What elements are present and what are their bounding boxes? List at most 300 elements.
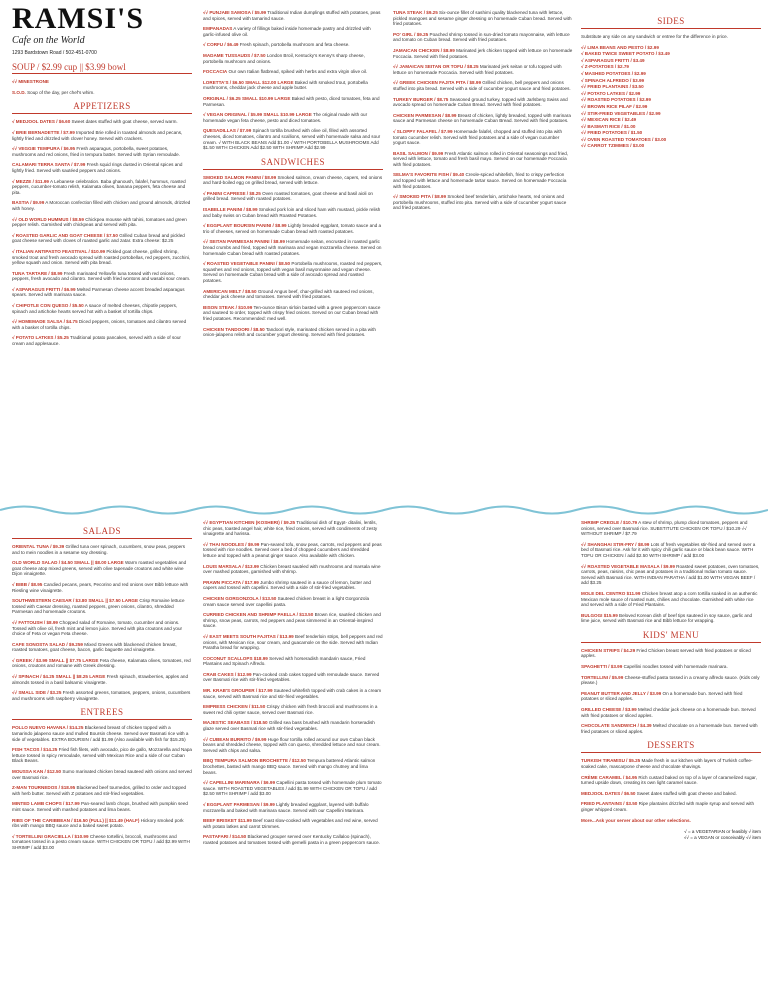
- item-name: √ BRIE BERNADETTE / $7.99: [12, 130, 75, 135]
- item-name: ORIENTAL TUNA / $9.39: [12, 543, 65, 549]
- item-name: √√ MINESTRONE: [12, 79, 49, 85]
- menu-item: [203, 80, 383, 91]
- side-item: √√ CARROT TZIMMES / $3.00: [581, 143, 645, 149]
- item-description: Homemade falafel, chopped and stuffed into pita with tomato cucumber relish. Served with fried potatoes and a side of vegan cucumber yogurt sauce.: [393, 128, 563, 146]
- menu-item: [203, 112, 383, 123]
- item-name: SPAGHETTI / $3.99: [581, 664, 623, 670]
- menu-item: [12, 690, 192, 701]
- kids-heading: KIDS' MENU: [581, 630, 761, 643]
- menu-item: [12, 818, 192, 829]
- item-description: On a homemade bun. Served with fried potatoes or sliced apples.: [581, 690, 743, 702]
- item-name: MAJESTIC SEABASS / $18.50: [203, 720, 268, 726]
- menu-item: [12, 582, 192, 593]
- item-description: Six-ounce fillet of sashimi quality blackened tuna with lettuce, pickled mangoes and sesame ginger dressing on homemade Cuban bread. Served with fried potatoes.: [393, 10, 572, 27]
- desserts-list: [581, 758, 761, 823]
- side-item: √ BAKED TWICE SWEET POTATO / $3.49: [581, 51, 670, 57]
- salads-list: [12, 544, 192, 701]
- item-description: Marinated jerk seitan or tofu topped with lettuce on homemade Foccacia. Served with fried potatoes.: [393, 64, 562, 75]
- menu-item: [12, 725, 192, 742]
- item-description: Hickory smoked pork ribs with mango BBQ sauce and a baked sweet potato.: [12, 817, 184, 829]
- menu-item: [203, 564, 383, 575]
- item-name: CURRIED CHICKEN AND SHRIMP PAELLA / $13.50: [203, 612, 314, 618]
- menu-item: [203, 128, 383, 150]
- item-description: Chickpea mousse with tahini, tomatoes and green pepper relish. Garnished with chickpeas and served with pita.: [12, 216, 187, 228]
- item-name: √ EGGPLANT BOURSIN PANINI / $8.99: [203, 223, 287, 229]
- item-description: Portobella mushrooms, roasted red peppers, squashes and red onions, topped with vegan basil mayonnaise and vegan cheese. Served on homemade Cuban bread with a side of avocado spread and roasted potatoes.: [203, 261, 383, 283]
- item-description: A stew of shrimp, plump diced tomatoes, peppers and onions, served over Basmati rice. SUBSTITUTE CHICKEN OR TOFU / $10.29 √√ WITHOUT SHRIMP / $7.79: [581, 520, 748, 537]
- item-description: Sweet dates stuffed with goat cheese and baked.: [636, 790, 737, 796]
- address: 1293 Bardstown Road / 502-451-0700: [12, 50, 97, 57]
- menu-item: [12, 769, 192, 780]
- item-description: Soup of the day, per chef's whim.: [27, 89, 95, 95]
- divider-wave: [0, 503, 768, 517]
- sandwiches-list: [203, 175, 383, 338]
- item-description: Oven roasted tomatoes, goat cheese and basil aioli on grilled bread. Served with roasted potatoes.: [203, 190, 373, 202]
- menu-item: [203, 818, 383, 829]
- item-description: Made fresh in our kitchen with layers of Turkish coffee-soaked cake, mascarpone cheese and chocolate shavings.: [581, 758, 753, 769]
- item-name: FISH TACOS / $14.25: [12, 747, 58, 753]
- item-name: FOCCACIA: [203, 69, 228, 75]
- menu-item: [203, 42, 383, 48]
- menu-item: [581, 723, 761, 734]
- item-name: S.O.D.: [12, 89, 26, 95]
- item-name: √ MEDJOOL DATES / $6.60: [12, 119, 71, 125]
- menu-item: [393, 10, 573, 27]
- item-name: LORETTA'S / $6.50 SMALL $12.00 LARGE: [203, 79, 294, 85]
- menu-item: [203, 207, 383, 218]
- menu-item: [203, 191, 383, 202]
- menu-item: [203, 261, 383, 283]
- entrees-list-1: [12, 725, 192, 850]
- item-description: Fried fish filets, with avocado, pico de gallo, Mozzarella and Napa lettuce tossed in spicy remoulade, served with Mexican Rice and a side of our Cuban Black Beans.: [12, 747, 192, 764]
- menu-item: [393, 129, 573, 146]
- side-item: √√ BASMATI RICE / $1.00: [581, 123, 636, 129]
- soup-list: [12, 79, 192, 95]
- item-description: Smoked beef tenderloin, artichoke hearts, red onions and portobella mushrooms, stuffed into pita. Served with a side of cucumber yogurt sauce and fried potatoes.: [393, 194, 567, 211]
- menu-item: [203, 720, 383, 731]
- menu-item: [12, 560, 192, 577]
- item-name: PO' GIRL / $9.25: [393, 31, 429, 37]
- item-name: √ VEGAN ORIGINAL / $5.99 SMALL $10.99 LARGE: [203, 112, 312, 118]
- item-description: Chicken breast atop a corn tortilla soaked in an authentic Mexican mole sauce of roasted nuts, chilies and chocolate. Garnished with white rice and served with a side of Fried Plantains.: [581, 590, 758, 608]
- item-name: SMOKED SALMON PANINI / $8.99: [203, 174, 277, 180]
- menu-item: [12, 287, 192, 298]
- item-description: Cheese tortellini, broccoli, mushrooms and tomatoes tossed in a pesto cream sauce. WITH CHICKEN OR TOFU / add $2.99 WITH SHRIMP / add $3.00: [12, 833, 190, 850]
- menu-item: [203, 672, 383, 683]
- item-description: Lightly breaded eggplant, layered with buffalo mozzarella and baked with marinara sauce. Served with our Capellini Marinara.: [203, 801, 369, 813]
- item-name: √√ CAPELLINI MARINARA / $6.99: [203, 780, 276, 786]
- menu-item: [203, 596, 383, 607]
- menu-item: [12, 674, 192, 685]
- item-description: Blackened breast of chicken topped with a tamarindo jalapeno sauce and mulled Boursin cheese. Served over Basmati rice with a side of vegetables. EXTRA BOURSIN / add $1.99 (Also available with fish for $15.25): [12, 725, 189, 742]
- menu-item: [12, 801, 192, 812]
- item-description: Fried Chicken breast served with fried potatoes or sliced apples.: [581, 647, 751, 659]
- item-name: More...Ask your server about our other selections.: [581, 817, 691, 823]
- menu-item: [203, 520, 383, 537]
- item-description: Melted cheddar jack cheese on a homemade bun. Served with fried potatoes or sliced apples.: [581, 707, 756, 718]
- menu-item: [393, 113, 573, 124]
- menu-item: [203, 634, 383, 651]
- menu-item: [581, 520, 761, 537]
- item-name: CALAMARI TERRA SANTA / $7.99: [12, 162, 86, 168]
- menu-item: [12, 179, 192, 196]
- item-description: Melted Parmesan cheese accent breaded asparagus spears. Served with marinara sauce.: [12, 286, 185, 298]
- item-description: Imported Brie rolled in toasted almonds and pecans, lightly fried and drizzled with clover honey. Served with crackers.: [12, 130, 183, 141]
- menu-item: [12, 620, 192, 637]
- item-name: √ EGGPLANT PARMESAN / $9.99: [203, 801, 275, 807]
- item-name: SELMA'S FAVORITE FISH / $9.40: [393, 172, 465, 178]
- item-description: Crisp Romaine lettuce tossed with Caesar dressing, roasted peppers, green onions, cilantro, shredded Parmesan and homemade croutons.: [12, 598, 185, 615]
- item-name: SHRIMP CREOLE / $10.79: [581, 520, 638, 525]
- item-name: MINTED LAMB CHOPS / $17.99: [12, 801, 80, 807]
- item-description: Melted chocolate on a homemade bun. Served with fried potatoes or sliced apples.: [581, 723, 758, 734]
- item-name: CHICKEN STRIPS / $4.29: [581, 647, 636, 653]
- menu-item: [581, 564, 761, 586]
- item-description: The original made with our homemade vegan feta cheese, pesto and diced tomatoes.: [203, 112, 368, 123]
- item-name: COCONUT SCALLOPS $18.99: [203, 655, 268, 661]
- menu-item: [203, 580, 383, 591]
- item-description: Pan-seared tofu, snow peas, carrots, red peppers and peas tossed with rice noodles. Served over a bed of chopped cucumbers and shredded lettuce and topped with a peanut ginger sauce. Also available with chicken.: [203, 541, 382, 558]
- logo: RAMSI'S: [12, 2, 145, 35]
- side-item: √ Z-POTATOES / $2.79: [581, 64, 629, 70]
- menu-item: [12, 319, 192, 330]
- item-description: Baked with smoked trout, portobella mushrooms, cheddar jack cheese and apple butter.: [203, 79, 368, 91]
- item-description: Smoked pork loin and sliced ham with mustard, pickle relish and baby swiss on Cuban bread with Roasted Potatoes.: [203, 207, 381, 218]
- column-1-lower: [12, 520, 192, 856]
- item-description: Grilled tuna over spinach, cucumbers, snow peas, peppers and to mein noodles in a sesame soy dressing.: [12, 543, 186, 555]
- item-name: √ SLOPPY FALAFEL / $7.99: [393, 128, 453, 134]
- item-name: √√ GREEK CHICKEN FAJITA PITA / $8.99: [393, 80, 481, 86]
- item-name: CHICKEN PARMESAN / $8.99: [393, 112, 457, 118]
- item-name: MOUSSA KAN / $12.50: [12, 768, 62, 774]
- item-name: ISABELLE PANINI / $8.99: [203, 207, 258, 213]
- menu-item: [12, 834, 192, 851]
- item-description: Pan-cooked crab cakes topped with remoulade sauce. Served over Basmati rice with stir-fried vegetables.: [203, 671, 380, 683]
- item-description: Grilled Cuban bread and pickled goat cheese served with cloves of roasted garlic and zatar. Extra cheese: $2.25: [12, 232, 185, 244]
- menu-item: [203, 656, 383, 667]
- menu-item: [203, 69, 383, 75]
- item-description: Fresh squid rings dusted in Oriental spices and lightly fried. Served with sautéed peppers and onions.: [12, 162, 183, 173]
- side-item: √√ MEXICAN RICE / $2.49: [581, 117, 637, 123]
- item-name: QUESADILLAS / $7.99: [203, 128, 252, 134]
- menu-item: [12, 303, 192, 314]
- item-name: TURKISH TIRAMISU / $5.25: [581, 758, 641, 764]
- item-name: √√ EGYPTIAN KITCHEN (KOSHERI) / $9.25: [203, 520, 296, 525]
- item-description: Rich custard baked on top of a layer of caramelized sugar, turned upside down, creating its own light caramel sauce.: [581, 774, 757, 786]
- menu-item: [12, 642, 192, 653]
- menu-item: [581, 675, 761, 686]
- entrees-list-2: [203, 520, 383, 846]
- menu-item: [203, 289, 383, 300]
- side-item: √√ BROWN RICE PILAF / $2.99: [581, 103, 648, 109]
- item-name: OLD WORLD SALAD / $4.50 SMALL || $8.00 LARGE: [12, 560, 124, 566]
- item-name: √√ PUNJABI SAMOSA / $5.99: [203, 10, 267, 15]
- item-description: Beef roast slow-cooked with vegetables and red wine, served with potato latkes and carrot tzimmes.: [203, 818, 378, 829]
- item-name: √ POTATO LATKES / $5.25: [12, 335, 69, 341]
- legend-line: √√ = a VEGAN or conceivably √√ item: [683, 834, 761, 840]
- side-item: √√ STIR-FRIED VEGETABLES / $2.99: [581, 110, 661, 116]
- item-description: Cheese-stuffed pasta tossed in a creamy alfredo sauce. (Kids only please.): [581, 674, 760, 686]
- column-3: [393, 10, 573, 216]
- item-name: EMPANADAS: [203, 26, 233, 32]
- menu-item: [393, 80, 573, 91]
- legend-line: √ = a VEGETARIAN or feasibly √ item: [684, 829, 761, 835]
- sides-list: [581, 45, 761, 150]
- side-item: √√ LIMA BEANS AND PESTO / $2.99: [581, 44, 659, 50]
- item-name: MOLE DEL CENTRO $11.99: [581, 590, 641, 596]
- sandwiches-list-2: [393, 10, 573, 211]
- item-description: Marinated jerk chicken topped with lettuce on homemade Foccacia. Served with fried potatoes.: [393, 47, 573, 59]
- menu-item: [203, 26, 383, 37]
- item-description: Sauteed whitefish topped with crab cakes in a cream sauce, served with Basmati rice and stir-fried vegetables.: [203, 688, 382, 699]
- menu-item: [203, 612, 383, 629]
- item-description: Sweet dates stuffed with goat cheese, served warm.: [71, 119, 178, 125]
- menu-item: [203, 704, 383, 715]
- appetizers-list: [12, 119, 192, 346]
- menu-item: [203, 10, 383, 21]
- menu-item: [203, 53, 383, 64]
- item-description: Homemade seitan, encrusted in roasted garlic bread crumbs and fried, topped with marinara and vegan mozzarella cheese. Served on homemade Cuban bread with roasted potatoes.: [203, 239, 382, 256]
- menu-item: [203, 688, 383, 699]
- item-name: RIBS OF THE CARIBBEAN / $16.50 (FULL) || $11.49 (HALF): [12, 817, 140, 823]
- item-name: √ MEZZE / $11.99: [12, 178, 49, 184]
- item-name: SOUTHWESTERN CAESAR / $3.80 SMALL || $7.50 LARGE: [12, 598, 139, 604]
- item-name: JAMAICAN CHICKEN / $8.99: [393, 47, 455, 53]
- menu-item: [12, 249, 192, 266]
- item-name: √√ SPINACH / $4.25 SMALL || $8.25 LARGE: [12, 674, 106, 680]
- item-name: AMERICAN MELT / $8.50: [203, 288, 257, 294]
- item-description: London Broil, Kentucky's Kenny's sharp cheese, portobella mushroom and onions.: [203, 52, 365, 64]
- menu-item: [12, 271, 192, 282]
- item-name: √ GREEK / $3.99 SMALL || $7.75 LARGE: [12, 657, 99, 663]
- item-name: MEDJOOL DATES / $6.50: [581, 790, 636, 796]
- item-name: √√ FATTOUSH / $8.99: [12, 619, 58, 625]
- item-name: MR. KRAB'S GROUPER / $17.99: [203, 688, 273, 694]
- item-description: Ripe plantains drizzled with maple syrup and served with ginger whipped cream.: [581, 801, 755, 812]
- item-description: Creole-spiced whitefish, fried to crispy perfection and topped with lettuce and homemade tartar sauce. Served on homemade Foccacia with fried potatoes.: [393, 172, 567, 189]
- item-name: √ CHIPOTLE CON QUESO / $5.50: [12, 303, 84, 309]
- item-description: Fresh assorted greens, tomatoes, peppers, onions, cucumbers and mushrooms with raspberry vinaigrette.: [12, 690, 191, 701]
- item-name: √√ OLD WORLD HUMMUS / $8.59: [12, 216, 84, 222]
- menu-item: [581, 613, 761, 624]
- item-name: √√ THAI NOODLES / $9.99: [203, 541, 260, 547]
- item-name: CRAB CAKES / $12.99: [203, 671, 252, 677]
- menu-item: [12, 658, 192, 669]
- item-description: Huge flour tortilla rolled around our own Cuban black beans and shredded cheese, topped with con queso, shredded lettuce and sour cream. Served with chips and salsa.: [203, 736, 381, 753]
- foccacia-list: [203, 10, 383, 151]
- menu-item: [581, 591, 761, 608]
- item-name: GRILLED CHEESE / $3.99: [581, 707, 637, 713]
- item-description: Sauteed chicken breast in a light Gorgonzola cream sauce served over capellini pasta.: [203, 595, 370, 607]
- item-description: Tempura battered Atlantic salmon brochettes, basted with mango BBQ sauce. Served with mango chutney and lima beans.: [203, 758, 376, 775]
- item-description: Pan-seared lamb chops, brushed with pumpkin seed mint sauce. Served with mashed potatoes and lima beans.: [12, 801, 188, 812]
- item-name: LOUIS MARSALA / $13.99: [203, 563, 259, 569]
- item-description: Sumo marinated chicken bread sauteed with onions and served over Basmati rice.: [12, 768, 192, 780]
- item-description: Lots of fresh vegetables stir-fried and served over a bed of Basmati rice. Ask for it with spicy chili garlic sauce or black bean sauce. WITH TOFU OR CHICKEN / add $2.50 WITH SHRIMP / add $3.00: [581, 541, 756, 558]
- menu-item: [203, 737, 383, 754]
- item-name: √√ EAST MEETS SOUTH FAJITAS / $13.99: [203, 633, 294, 639]
- kids-list: [581, 648, 761, 735]
- menu-item: [12, 146, 192, 157]
- menu-item: [581, 758, 761, 769]
- item-name: FRIED PLANTAINS / $3.50: [581, 801, 638, 807]
- item-description: Pickled goat cheese, grilled shrimp, smoked trout and fresh avocado spread with roasted portobellas, red peppers, zucchini, yellow squash and onion. Served with pita bread.: [12, 248, 191, 266]
- menu-item: [203, 223, 383, 234]
- item-name: √√ SEITAN PARMESAN PANINI / $8.99: [203, 239, 285, 245]
- item-name: PASTAFARI / $14.50: [203, 834, 247, 840]
- item-description: Roasted sweet potatoes, oven tomatoes, carrots, peas, raisins, chic peas and potatoes in a traditional Indian tomato sauce. Served with Basmati rice. WITH INDIAN PARATHA / add $1.00 WITH VEGAN BEEF / add $3.25: [581, 563, 760, 586]
- item-description: Blackened grouper served over Kentucky Callaloo (spinach), roasted potatoes and tomatoes tossed with gemelli pasta in a green peppercorn sauce.: [203, 834, 380, 845]
- item-description: Brown rice, sautéed chicken and shrimp, snow peas, carrots, red peppers and peas simmered in an Oriental-inspired sauce.: [203, 612, 381, 629]
- item-description: Traditional dish of Egypt- ditalini, lentils, chic peas, toasted angel hair, white rice, fried onions, served with condiments of zesty vinaigrette and harissa.: [203, 520, 378, 537]
- sides-heading: SIDES: [581, 16, 761, 29]
- menu-item: [12, 233, 192, 244]
- item-name: BULGOGI $15.99: [581, 612, 618, 618]
- item-description: A Lebanese celebration. Baba ghanoush, falafel, hummus, roasted peppers, cucumber-tomato relish, Kalamata olives, banana peppers, feta cheese and pita.: [12, 178, 186, 195]
- item-name: PEANUT BUTTER AND JELLY / $3.99: [581, 690, 662, 696]
- item-name: √ BIBB / $8.95: [12, 581, 43, 587]
- item-name: √√ HOMEMADE SALSA / $4.75: [12, 319, 78, 325]
- menu-item: [12, 785, 192, 796]
- item-description: Poached shrimp tossed in sun-dried tomato mayonnaise, with lettuce and tomato on Cuban bread. Served with fried potatoes.: [393, 31, 570, 43]
- item-description: Served with horseradish mandarin sauce, Fried Plantains and Spinach Alfredo.: [203, 655, 366, 667]
- menu-item: [581, 801, 761, 812]
- item-name: BASIL SALMON / $9.99: [393, 150, 444, 156]
- menu-item: [203, 542, 383, 559]
- item-name: √ CORFU / $6.49: [203, 42, 239, 48]
- item-description: Baked with pesto, diced tomatoes, feta and Parmesan.: [203, 95, 380, 107]
- item-description: Grilled sea bass brushed with mandarin horseradish glaze served over Basmati rice with stir-fried vegetables.: [203, 720, 375, 732]
- menu-item: [581, 664, 761, 670]
- item-name: CHOCOLATE SANDWICH / $4.39: [581, 723, 652, 729]
- item-name: √√ SMALL SIDE / $3.25: [12, 690, 62, 696]
- menu-item: [12, 119, 192, 125]
- item-name: √ ASPARAGUS FRITTI / $6.99: [12, 286, 76, 292]
- menu-item: [393, 48, 573, 59]
- item-description: Jumbo shrimp sauteed in a sauce of lemon, butter and capers and tossed with capellini. Served with a side of stir-fried vegetables.: [203, 579, 371, 591]
- desserts-heading: DESSERTS: [581, 740, 761, 753]
- item-description: Ten-ounce Bison sirloin basted with a green peppercorn sauce and sauteed to order, topped with crispy fried onions. Served on our Cuban bread with fried potatoes. Recommended: med well.: [203, 304, 381, 321]
- item-description: Fresh spinach, strawberries, apples and almonds tossed in a basil balsamic vinaigrette.: [12, 674, 189, 685]
- item-name: √√ SMOKED PITA / $8.99: [393, 194, 447, 200]
- item-description: Chicken breast sautéed with mushrooms and marsala wine over mashed potatoes, garnished with shrimp.: [203, 563, 381, 575]
- item-name: EMPRESS CHICKEN / $11.50: [203, 704, 266, 710]
- column-2: [203, 10, 383, 343]
- item-description: Candied pecans, pears, Pecorino and red onions over Bibb lettuce with Riesling wine vinaigrette.: [12, 581, 189, 593]
- entrees-heading: ENTREES: [12, 707, 192, 720]
- item-description: Beef tenderloin strips, bell peppers and red onions, with Mexican rice, sour cream, and guacamole on the side. Served with Indian Paratha bread for wrapping.: [203, 633, 383, 651]
- item-description: Fresh Atlantic salmon rolled in Oriental seasonings and fried, served with lettuce, tomato and fresh basil mayo. Served on our homemade Foccacia with fried potatoes.: [393, 150, 569, 167]
- item-description: Tandoori style, marinated chicken served in a pita with onion-jalapeno relish and cucumber yogurt dressing. Served with fried potatoes.: [203, 326, 376, 338]
- item-description: Capellini pasta tossed with homemade plum tomato sauce. WITH ROASTED VEGETABLES / add $1.99 WITH CHICKEN OR TOFU / add $2.50 WITH SHRIMP / add $3.00: [203, 780, 382, 797]
- column-4-lower: [581, 520, 761, 840]
- menu-item: [12, 747, 192, 764]
- menu-item: [581, 691, 761, 702]
- menu-item: [203, 758, 383, 775]
- item-description: Breast of chicken, lightly breaded, topped with marinara sauce and Parmesan cheese on homemade Cuban Bread. Served with fried potatoes.: [393, 112, 571, 124]
- item-description: A Moroccan confection filled with chicken and ground almonds, drizzled with honey.: [12, 200, 191, 211]
- menu-item: [581, 791, 761, 797]
- item-name: √√ SHANGHAI STIR-FRY / $8.99: [581, 541, 650, 547]
- menu-item: [581, 707, 761, 718]
- menu-item: [393, 64, 573, 75]
- item-name: √ TORTELLINI GRACIELLA / $10.99: [12, 833, 89, 839]
- item-description: Grilled chicken, bell peppers and onions stuffed into pita bread. Served with a side of cucumber yogurt sauce and fried potatoes.: [393, 80, 571, 91]
- side-item: √ SPINACH ALFREDO / $3.99: [581, 77, 645, 83]
- item-description: Ground Angus beef, char-grilled with sauteed red onions, cheddar jack cheese and tomatoes. Served with fried potatoes.: [203, 288, 374, 300]
- item-name: TUNA TARTARE / $8.99: [12, 270, 63, 276]
- item-name: CHICKEN TANDOORI / $8.50: [203, 326, 265, 332]
- menu-item: [581, 775, 761, 786]
- side-item: √√ POTATO LATKES / $2.99: [581, 90, 641, 96]
- item-name: TORTELLINI / $5.99: [581, 674, 624, 680]
- menu-item: [581, 818, 761, 824]
- menu-item: [203, 327, 383, 338]
- side-item: √√ FRIED PLANTAINS / $3.50: [581, 84, 644, 90]
- sides-intro: Substitute any side on any sandwich or entree for the difference in price.: [581, 33, 729, 39]
- item-name: BBQ TEMPURA SALMON BROCHETTE / $12.50: [203, 758, 306, 764]
- item-name: POLLO NUEVO HAVANA / $14.25: [12, 725, 84, 731]
- item-name: √√ JAMAICAN SEITAN OR TOFU / $8.25: [393, 64, 479, 70]
- legend: [581, 829, 761, 840]
- menu-item: [12, 162, 192, 173]
- side-item: √ MASHED POTATOES / $2.99: [581, 70, 646, 76]
- menu-item: [12, 217, 192, 228]
- menu-item: [203, 175, 383, 186]
- menu-item: [12, 544, 192, 555]
- menu-item: [203, 780, 383, 797]
- menu-item: [203, 802, 383, 813]
- item-description: Seasoned ground turkey, topped with Jarlsberg Swiss and avocado spread on homemade Cuban Bread. Served with fried potatoes.: [393, 96, 568, 108]
- item-name: √√ ROASTED VEGETABLE MASALA / $9.99: [581, 563, 675, 569]
- menu-item: [12, 79, 192, 85]
- item-description: Smoked salmon, cream cheese, capers, red onions and hard-boiled egg on grilled bread, served with lettuce.: [203, 174, 383, 186]
- entrees-list-3: [581, 520, 761, 624]
- item-name: √√ VEGGIE TEMPURA / $6.95: [12, 146, 76, 152]
- item-name: TURKEY BURGER / $8.75: [393, 96, 449, 102]
- tagline: Cafe on the World: [12, 35, 85, 46]
- side-item: √ ASPARAGUS FRITTI / $3.49: [581, 57, 645, 63]
- menu-item: [393, 172, 573, 189]
- item-description: Diced peppers, onions, tomatoes and cilantro served with a basket of tortilla chips.: [12, 319, 187, 330]
- menu-item: [203, 305, 383, 322]
- menu-item: [393, 194, 573, 211]
- item-description: Blackened beef tournedos, grilled to order and topped with herb butter. Served with Z potatoes and stir-fried vegetables.: [12, 785, 187, 796]
- sandwiches-heading: SANDWICHES: [203, 157, 383, 170]
- item-name: CHICKEN GORGONZOLA / $13.50: [203, 595, 277, 601]
- item-description: Traditional Indian dumplings stuffed with potatoes, peas and spices, served with tamarind sauce.: [203, 10, 381, 21]
- item-name: √ ITALIAN ANTIPASTO FEASTIVAL / $10.99: [12, 248, 106, 254]
- item-description: Warm roasted vegetables and goat cheese atop mixed greens, served with olive tapenade croutons and white wine Dijon vinaigrette.: [12, 560, 187, 577]
- item-description: Beloved Korean dish of beef tips sauteed in soy sauce, garlic and lime juice, served with Basmati rice and Bibb lettuce for wrapping.: [581, 612, 753, 624]
- item-name: BASTIA / $9.99: [12, 200, 45, 206]
- item-description: Traditional potato pancakes, served with a side of sour cream and applesauce.: [12, 335, 181, 347]
- item-description: Fresh marinated Yellowfin tuna tossed with red onions, peppers, fresh avocado and cilantro. Served with fried wontons and wasabi sour cream.: [12, 270, 191, 282]
- item-description: Our own Italian flatbread, spiked with herbs and extra virgin olive oil.: [228, 69, 368, 75]
- menu-item: [12, 90, 192, 96]
- column-4: [581, 10, 761, 150]
- item-description: Lightly breaded eggplant, tomato sauce and a trio of cheeses, served on homemade Cuban bread with roasted potatoes.: [203, 223, 382, 234]
- item-name: TUNA STEAK / $9.25: [393, 10, 438, 15]
- item-description: Fresh spinach, portobella mushroom and feta cheese.: [239, 42, 350, 48]
- item-name: PRAWN PICCATA / $17.99: [203, 579, 259, 585]
- column-1: [12, 0, 192, 352]
- menu-item: [12, 335, 192, 346]
- item-name: √ ROASTED VEGETABLE PANINI / $8.50: [203, 261, 291, 267]
- item-description: A sauce of melted cheeses, chipotle peppers, spinach and artichoke hearts served hot with a basket of tortilla chips.: [12, 303, 178, 314]
- item-name: MADAME TUSSAUDS / $7.50: [203, 52, 266, 58]
- side-item: √√ FRIED POTATOES / $1.50: [581, 130, 643, 136]
